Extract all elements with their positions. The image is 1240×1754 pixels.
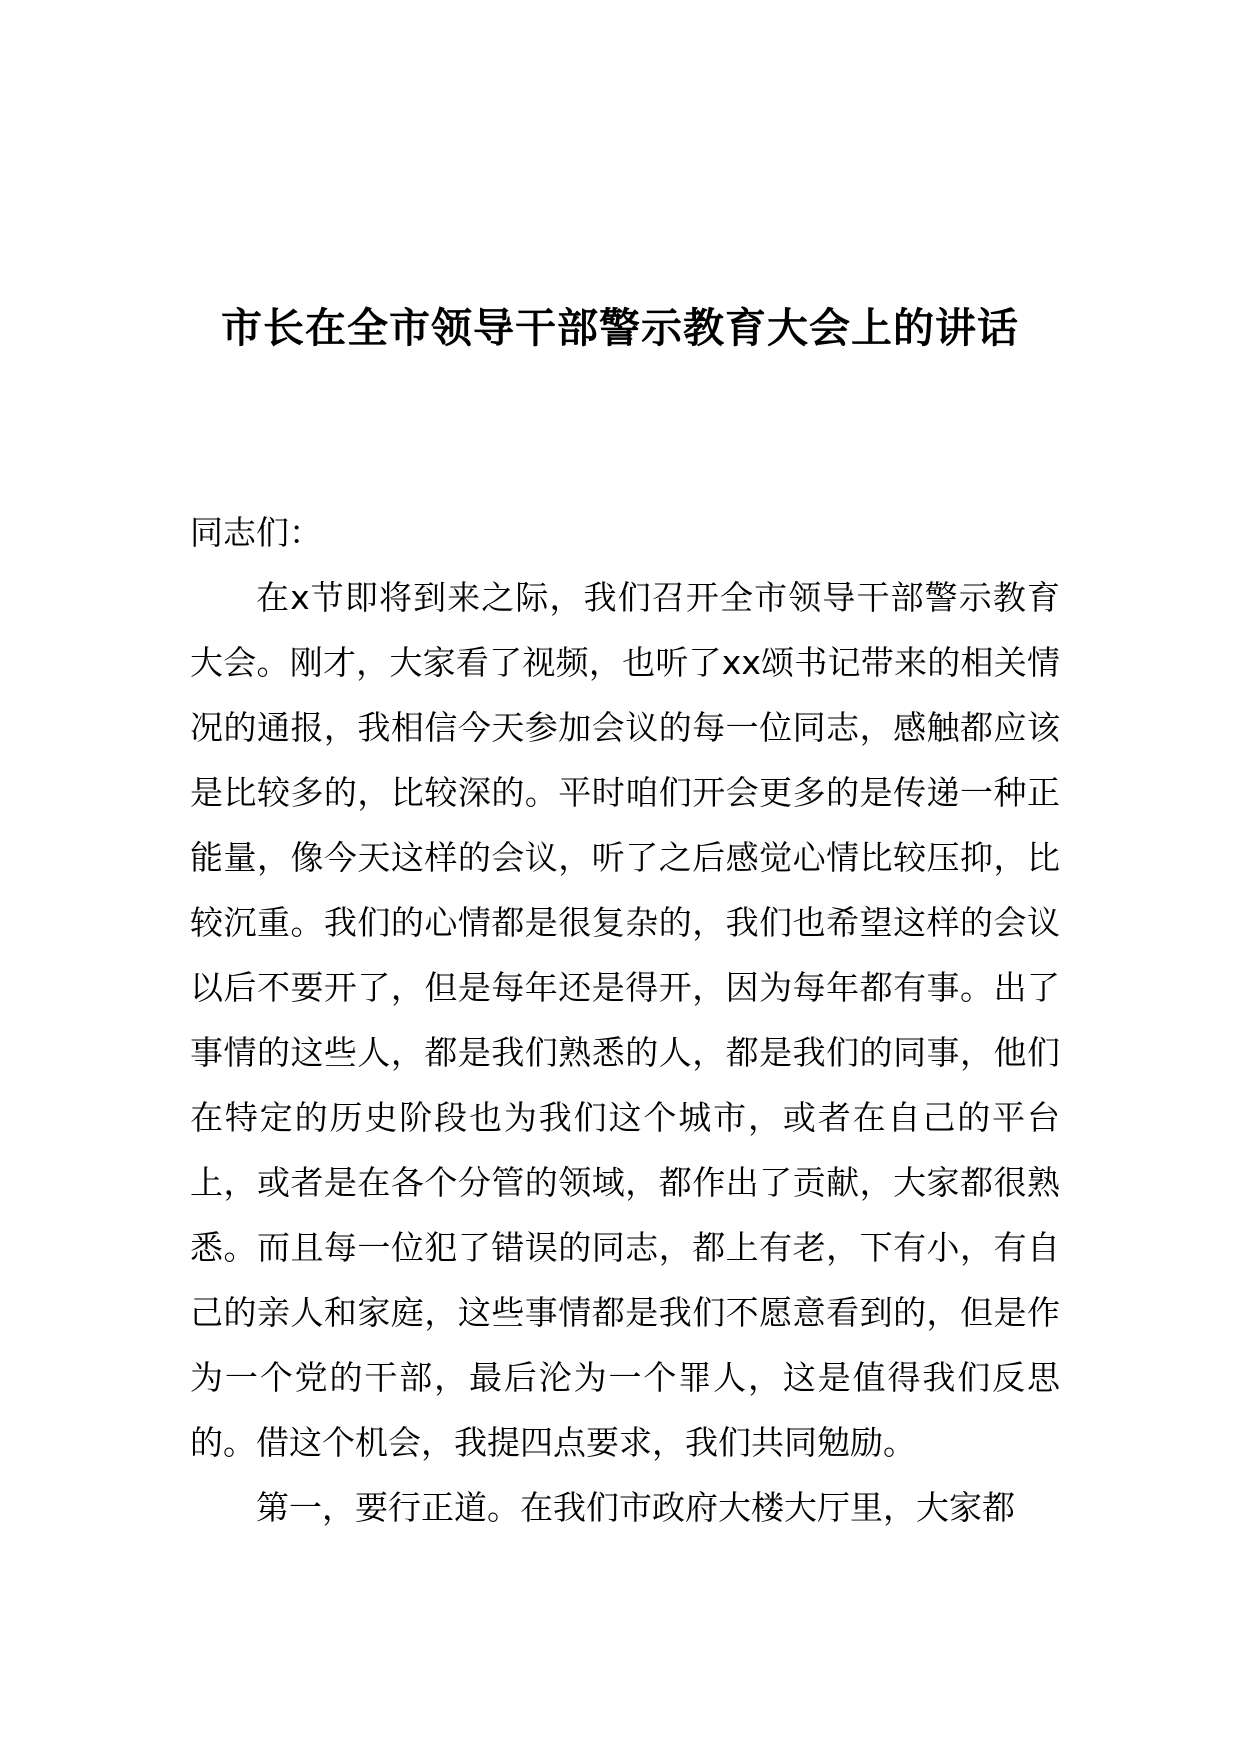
- document-body: [190, 500, 1060, 1540]
- paragraph-first-point: 第一，要行正道。在我们市政府大楼大厅里，大家都: [256, 1488, 1015, 1527]
- document-title: 市长在全市领导干部警示教育大会上的讲话: [221, 304, 1019, 352]
- salutation: 同志们：: [190, 513, 322, 552]
- paragraph-intro: 在x节即将到来之际，我们召开全市领导干部警示教育大会。刚才，大家看了视频，也听了xx颂书记带来的相关情况的通报，我相信今天参加会议的每一位同志，感触都应该是比较多的，比较深的。平时咱们开会更多的是传递一种正能量，像今天这样的会议，听了之后感觉心情比较压抑，比较沉重。我们的心情都是很复杂的，我们也希望这样的会议以后不要开了，但是每年还是得开，因为每年都有事。出了事情的这些人，都是我们熟悉的人，都是我们的同事，他们在特定的历史阶段也为我们这个城市，或者在自己的平台上，或者是在各个分管的领域，都作出了贡献，大家都很熟悉。而且每一位犯了错误的同志，都上有老，下有小，有自己的亲人和家庭，这些事情都是我们不愿意看到的，但是作为一个党的干部，最后沦为一个罪人，这是值得我们反思的。借这个机会，我提四点要求，我们共同勉励。: [190, 578, 1060, 1462]
